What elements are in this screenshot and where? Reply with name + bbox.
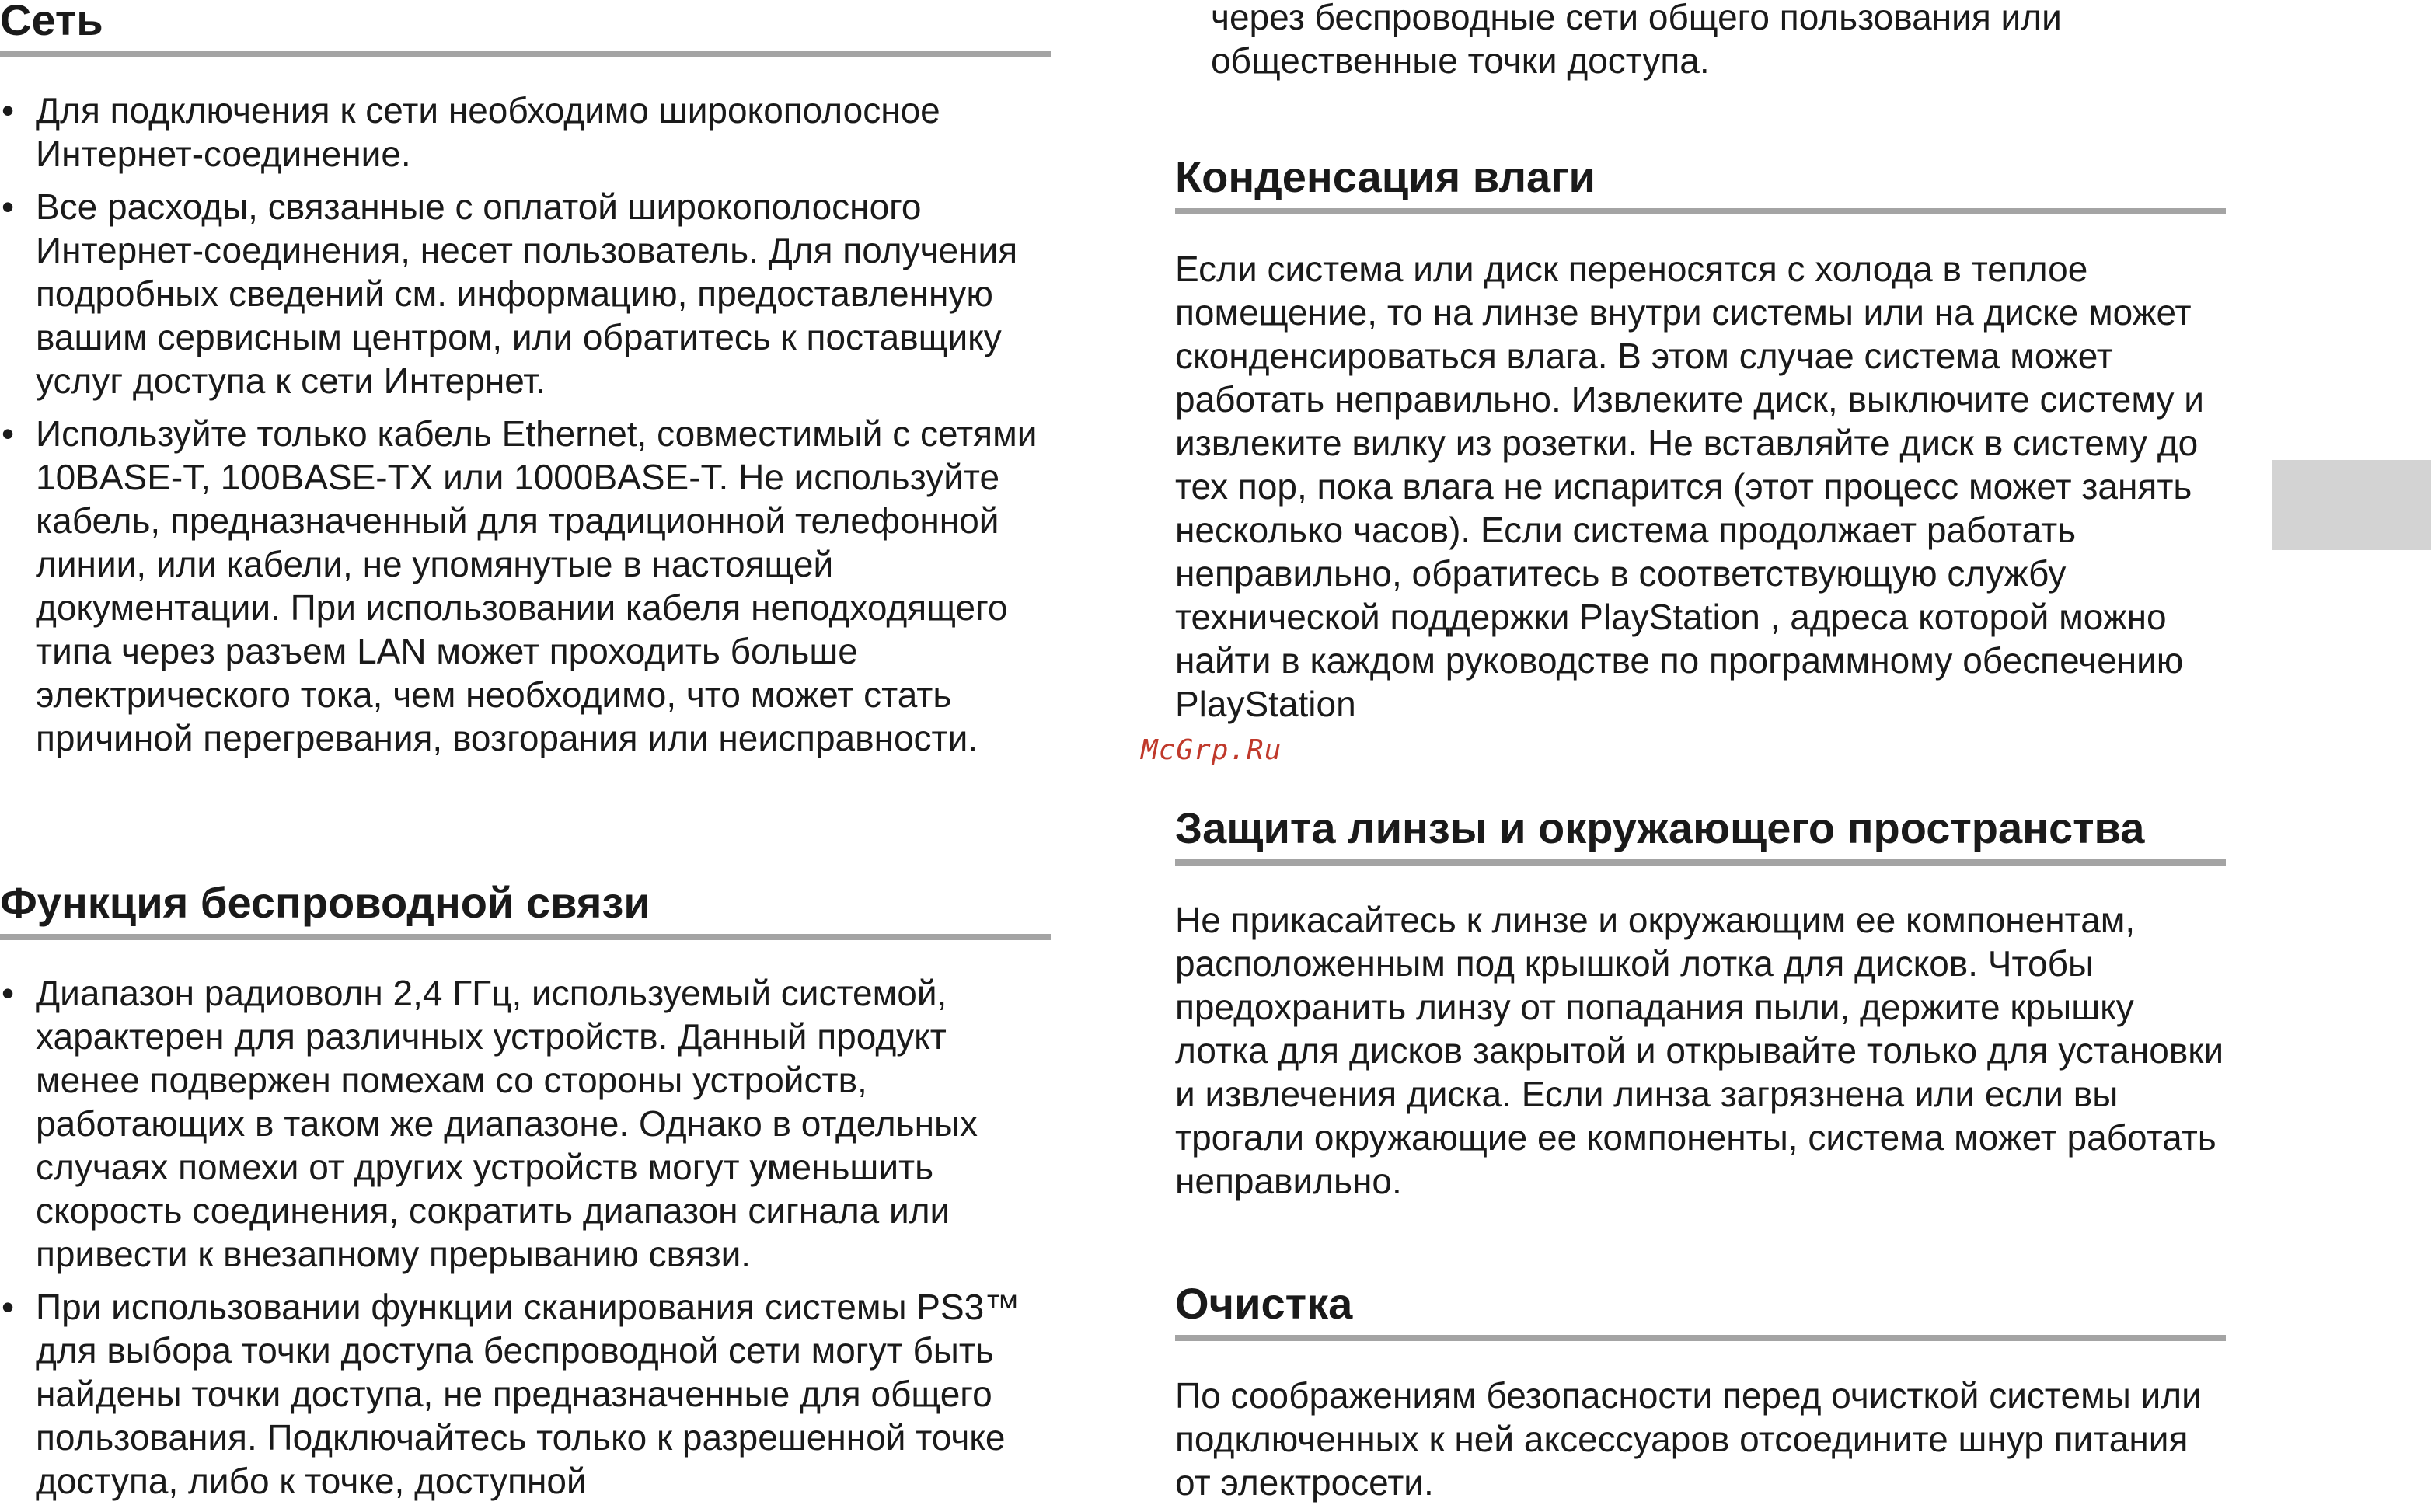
wireless-list [0, 971, 1051, 1503]
side-tab-marker [2272, 460, 2431, 550]
list-item-text: Все расходы, связанные с оплатой широкополосного Интернет-соединения, несет пользователь. Для получения подробных сведений см. информацию, предоставленную вашим сервисным центром, или обратитесь к поставщику услуг доступа к сети Интернет. [36, 186, 1018, 401]
bullet-icon: • [2, 973, 15, 1013]
network-list [0, 89, 1051, 760]
list-item [0, 412, 1051, 760]
list-item-text: Используйте только кабель Ethernet, совместимый с сетями 10BASE-T, 100BASE-TX или 1000BASE-T. Не используйте кабель, предназначенный для традиционной телефонной линии, или кабели, не упомянутые в настоящей документации. При использовании кабеля неподходящего типа через разъем LAN может проходить больше электрического тока, чем необходимо, что может стать причиной перегревания, возгорания или неисправности. [36, 413, 1038, 758]
continuation-paragraph: через беспроводные сети общего пользования или общественные точки доступа. [1211, 0, 2062, 81]
section-divider [1175, 859, 2226, 866]
section-divider [0, 51, 1051, 57]
list-item [0, 971, 1051, 1276]
section-title-wireless: Функция беспроводной связи [0, 878, 650, 927]
cleaning-paragraph: По соображениям безопасности перед очисткой системы или подключенных к ней аксессуаров отсоедините шнур питания от электросети. [1175, 1375, 2202, 1503]
section-divider [1175, 1335, 2226, 1341]
section-cleaning [1175, 1279, 2226, 1504]
section-lens [1175, 803, 2226, 1203]
bullet-icon: • [2, 186, 15, 227]
section-title-condensation: Конденсация влаги [1175, 152, 1596, 201]
list-item-text: При использовании функции сканирования системы PS3™ для выбора точки доступа беспроводной сети могут быть найдены точки доступа, не предназначенные для общего пользования. Подключайтесь только к разрешенной точке доступа, либо к точке, доступной [36, 1287, 1020, 1501]
list-item-text: Диапазон радиоволн 2,4 ГГц, используемый системой, характерен для различных устройств. Данный продукт менее подвержен помехам со стороны устройств, работающих в таком же диапазоне. Однако в отдельных случаях помехи от других устройств могут уменьшить скорость соединения, сократить диапазон сигнала или привести к внезапному прерыванию связи. [36, 973, 978, 1274]
list-item [0, 89, 1051, 176]
section-condensation [1175, 152, 2226, 726]
list-item [0, 185, 1051, 402]
section-divider [0, 934, 1051, 940]
lens-paragraph: Не прикасайтесь к линзе и окружающим ее компонентам, расположенным под крышкой лотка для дисков. Чтобы предохранить линзу от попадания пыли, держите крышку лотка для дисков закрытой и открывайте только для установки и извлечения диска. Если линза загрязнена или если вы трогали окружающие ее компоненты, система может работать неправильно. [1175, 900, 2224, 1201]
bullet-icon: • [2, 1287, 15, 1327]
section-divider [1175, 208, 2226, 214]
continuation-text [1175, 0, 2226, 82]
section-wireless [0, 878, 1051, 1512]
list-item [0, 1285, 1051, 1503]
bullet-icon: • [2, 90, 15, 131]
section-title-lens: Защита линзы и окружающего пространства [1175, 803, 2145, 852]
bullet-icon: • [2, 413, 15, 454]
section-title-network: Сеть [0, 0, 103, 44]
watermark-text: McGrp.Ru [1141, 734, 1282, 766]
section-title-cleaning: Очистка [1175, 1279, 1353, 1328]
list-item-text: Для подключения к сети необходимо широкополосное Интернет-соединение. [36, 90, 940, 174]
section-network [0, 0, 1051, 769]
condensation-paragraph: Если система или диск переносятся с холода в теплое помещение, то на линзе внутри системы или на диске может сконденсироваться влага. В этом случае система может работать неправильно. Извлеките диск, выключите систему и извлеките вилку из розетки. Не вставляйте диск в систему до тех пор, пока влага не испарится (этот процесс может занять несколько часов). Если система продолжает работать неправильно, обратитесь в соответствующую службу технической поддержки PlayStation , адреса которой можно найти в каждом руководстве по программному обеспечению PlayStation [1175, 249, 2204, 724]
